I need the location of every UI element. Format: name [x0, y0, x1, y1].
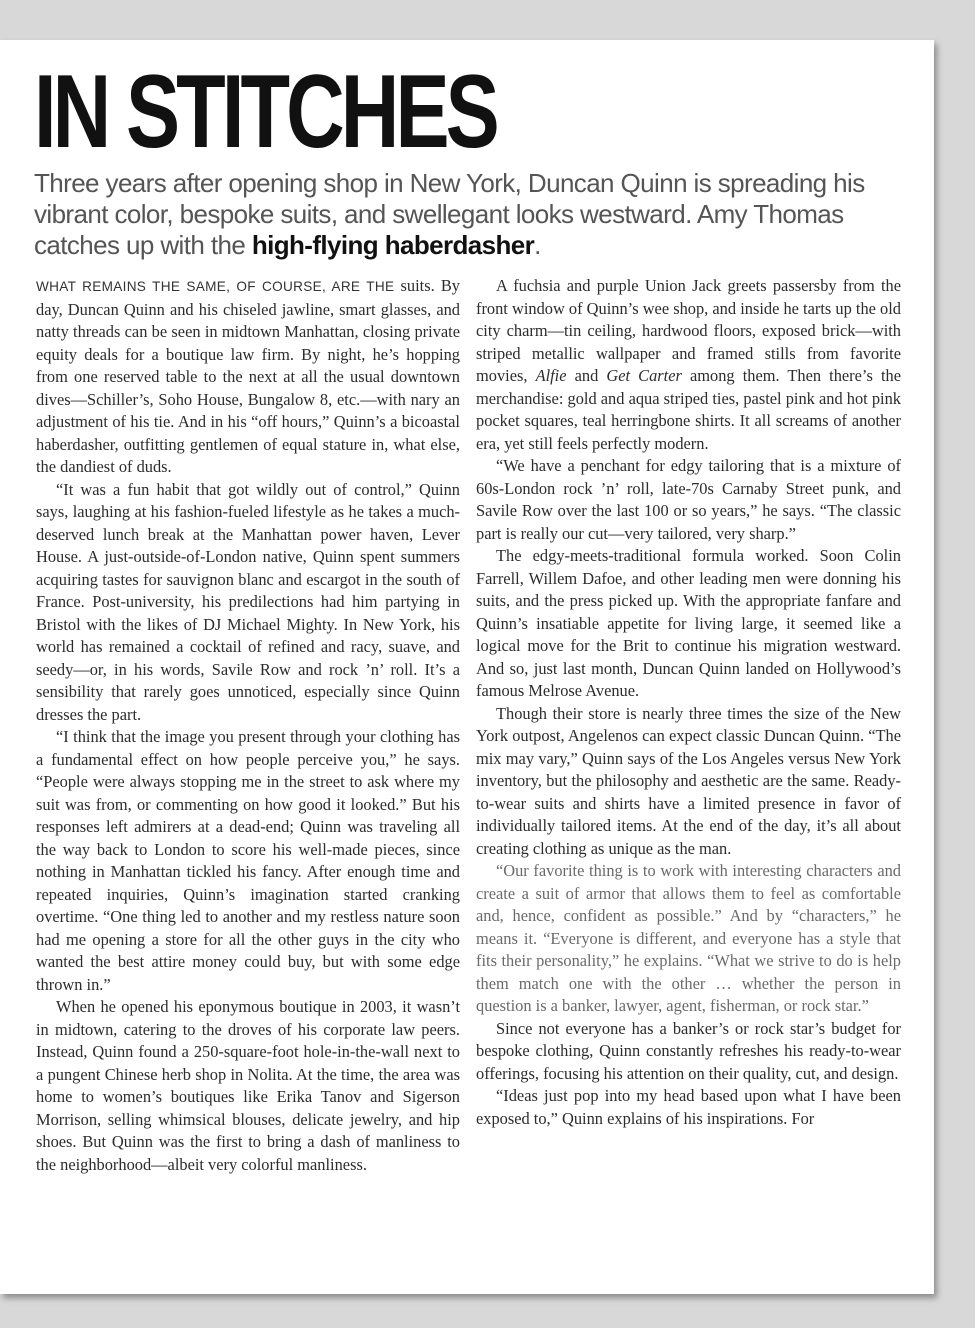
article-headline: IN STITCHES — [34, 54, 496, 170]
paragraph: When he opened his eponymous boutique in 2003, it wasn’t in midtown, catering to the droves of his corporate law peers. Instead, Quinn found a 250-square-foot hole-in-the-wall next to a pungent Chinese herb shop in Nolita. At the time, the area was home to women’s boutiques like Erika Tanov and Sigerson Morrison, selling whimsical blouses, delicate jewelry, and hip shoes. But Quinn was the first to bring a dash of manliness to the neighborhood—albeit very colorful manliness. — [36, 997, 460, 1174]
lead-in: WHAT REMAINS THE SAME, OF COURSE, ARE THE — [36, 279, 395, 294]
magazine-page — [0, 40, 934, 1294]
film-title: Get Carter — [606, 366, 682, 385]
paragraph: Since not everyone has a banker’s or rock star’s budget for bespoke clothing, Quinn constantly refreshes his ready-to-wear offerings, focusing his attention on their quality, cut, and design. — [476, 1018, 901, 1083]
right-column — [476, 275, 901, 1130]
deck-text: Three years after opening shop in New York, Duncan Quinn is spreading his vibrant color, bespoke suits, and swellegant looks westward. Amy Thomas catches up with the — [34, 168, 865, 260]
paragraph-text: A fuchsia and purple Union Jack greets passersby from the front window of Quinn’s wee shop, and inside he tarts up the old city charm—tin ceiling, hardwood floors, exposed brick—with striped metallic wallpaper and framed stills from favorite movies, — [476, 276, 901, 385]
paragraph — [476, 275, 901, 455]
deck-highlight: high-flying haberdasher — [251, 230, 535, 260]
deck-end: . — [534, 230, 541, 260]
left-column — [36, 275, 460, 1176]
paragraph: Though their store is nearly three times the size of the New York outpost, Angelenos can expect classic Duncan Quinn. “The mix may vary,” Quinn says of the Los Angeles versus New York inventory, but the philosophy and aesthetic are the same. Ready-to-wear suits and shirts have a limited presence in favor of individually tailored items. At the end of the day, it’s all about creating clothing as unique as the man. — [476, 703, 901, 858]
paragraph — [36, 275, 460, 479]
paragraph: “Ideas just pop into my head based upon what I have been exposed to,” Quinn explains of his inspirations. For — [476, 1086, 901, 1128]
paragraph: “I think that the image you present through your clothing has a fundamental effect on how people perceive you,” he says. “People were always stopping me in the street to ask where my suit was from, or commenting on how good it looked.” But his responses left admirers at a dead-end; Quinn was traveling all the way back to London to score his well-made pieces, since nothing in Manhattan tickled his fancy. After enough time and repeated inquiries, Quinn’s imagination started cranking overtime. “One thing led to another and my restless nature soon had me opening a store for all the other guys in the city who wanted the best attire money could buy, but with some edge thrown in.” — [36, 727, 460, 994]
paragraph: “We have a penchant for edgy tailoring that is a mixture of 60s-London rock ’n’ roll, late-70s Carnaby Street punk, and Savile Row over the last 100 or so years,” he says. “The classic part is really our cut—very tailored, very sharp.” — [476, 456, 901, 543]
paragraph-text: suits. By day, Duncan Quinn and his chiseled jawline, smart glasses, and natty threads can be seen in midtown Manhattan, closing private equity deals for a boutique law firm. By night, he’s hopping from one reserved table to the next at all the usual downtown dives—Schiller’s, Soho House, Bungalow 8, etc.—with nary an adjustment of his tie. And in his “off hours,” Quinn’s a bicoastal haberdasher, outfitting gentlemen of equal stature in, what else, the dandiest of duds. — [36, 276, 461, 476]
paragraph: The edgy-meets-traditional formula worked. Soon Colin Farrell, Willem Dafoe, and other leading men were donning his suits, and the press picked up. With the appropriate fanfare and Quinn’s insatiable appetite for living large, it seemed like a logical move for the Brit to continue his migration westward. And so, just last month, Duncan Quinn landed on Hollywood’s famous Melrose Avenue. — [476, 546, 901, 700]
paragraph-text: and — [566, 366, 607, 385]
article-deck — [34, 168, 914, 261]
paragraph: “It was a fun habit that got wildly out of control,” Quinn says, laughing at his fashion-fueled lifestyle as he takes a much-deserved lunch break at the Manhattan power haven, Lever House. A just-outside-of-London native, Quinn spent summers acquiring tastes for sauvignon blanc and escargot in the south of France. Post-university, his predilections had him partying in Bristol with the likes of DJ Michael Mighty. In New York, his world has remained a cocktail of refined and racy, suave, and seedy—or, in his words, Savile Row and rock ’n’ roll. It’s a sensibility that rarely goes unnoticed, especially since Quinn dresses the part. — [36, 479, 460, 724]
film-title: Alfie — [535, 366, 567, 385]
paragraph-text: among them. Then there’s the merchandise: gold and aqua striped ties, pastel pink and hot pink pocket squares, teal herringbone shirts. It all screams of another era, yet still feels perfectly modern. — [476, 366, 901, 453]
paragraph: “Our favorite thing is to work with interesting characters and create a suit of armor that allows them to feel as comfortable and, hence, confident as possible.” And by “characters,” he means it. “Everyone is different, and everyone has a style that fits their personality,” he explains. “What we strive to do is help them match one with the other … whether the person in question is a banker, lawyer, agent, fisherman, or rock star.” — [476, 861, 901, 1015]
